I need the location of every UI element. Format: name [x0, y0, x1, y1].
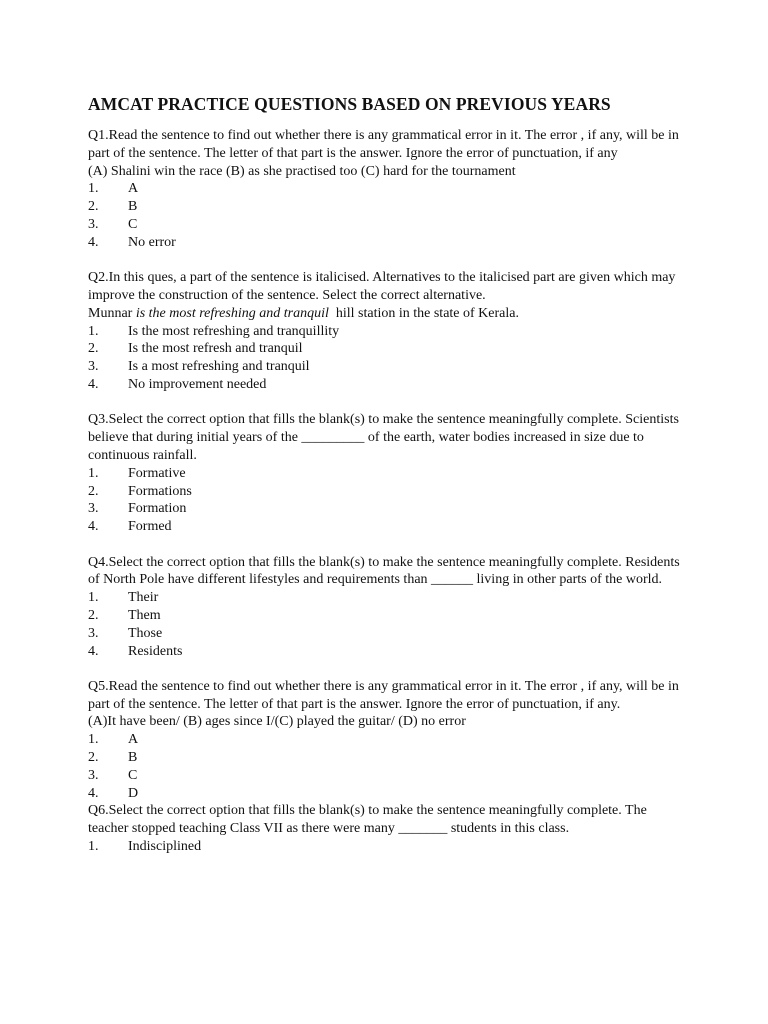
option-item [88, 607, 688, 625]
question-2 [88, 269, 688, 394]
option-item [88, 234, 688, 252]
option-number: 4. [88, 376, 99, 392]
option-number: 1. [88, 590, 99, 606]
option-text: No improvement needed [128, 376, 267, 392]
sentence-start: Munnar [88, 305, 136, 321]
option-number: 2. [88, 607, 99, 623]
option-number: 3. [88, 359, 99, 375]
option-number: 3. [88, 216, 99, 232]
question-3 [88, 411, 688, 536]
italicised-part: is the most refreshing and tranquil [135, 305, 329, 321]
option-number: 4. [88, 519, 99, 535]
option-number: 1. [88, 732, 99, 748]
option-text: Formation [128, 501, 187, 517]
option-item [88, 589, 688, 607]
option-number: 1. [88, 465, 99, 481]
option-text: Is the most refresh and tranquil [128, 341, 303, 357]
question-prompt: Q4.Select the correct option that fills the blank(s) to make the sentence meaningfully complete. Residents of North Pole have different lifestyles and requirements than ______ living in other parts of the world. [88, 554, 680, 588]
option-number: 4. [88, 643, 99, 659]
question-6 [88, 802, 688, 855]
question-prompt: Q3.Select the correct option that fills the blank(s) to make the sentence meaningfully complete. Scientists believe that during initial years of the _________ of the earth, water bodies increased in size due to continuous rainfall. [88, 412, 679, 463]
question-prompt: Q6.Select the correct option that fills the blank(s) to make the sentence meaningfully complete. The teacher stopped teaching Class VII as there were many _______ students in this class. [88, 803, 647, 837]
option-item [88, 731, 688, 749]
option-number: 1. [88, 181, 99, 197]
option-number: 3. [88, 625, 99, 641]
option-text: C [128, 216, 138, 232]
question-sentence [88, 305, 688, 323]
option-item [88, 838, 688, 856]
option-text: Formed [128, 519, 172, 535]
option-number: 4. [88, 785, 99, 801]
option-text: Them [128, 607, 161, 623]
option-item [88, 518, 688, 536]
option-text: Their [128, 590, 159, 606]
option-text: B [128, 750, 138, 766]
option-number: 1. [88, 323, 99, 339]
option-item [88, 465, 688, 483]
option-text: B [128, 199, 138, 215]
question-sentence: (A)It have been/ (B) ages since I/(C) played the guitar/ (D) no error [88, 714, 466, 730]
option-item [88, 376, 688, 394]
option-item [88, 323, 688, 341]
option-number: 1. [88, 839, 99, 855]
option-number: 2. [88, 750, 99, 766]
document-page [88, 94, 688, 873]
option-item [88, 785, 688, 803]
option-item [88, 643, 688, 661]
option-item [88, 358, 688, 376]
option-text: No error [128, 234, 176, 250]
option-item [88, 625, 688, 643]
option-text: A [128, 732, 139, 748]
option-text: Formations [128, 483, 192, 499]
option-item [88, 198, 688, 216]
sentence-end: hill station in the state of Kerala. [328, 305, 519, 321]
option-number: 3. [88, 767, 99, 783]
option-item [88, 749, 688, 767]
option-text: Indisciplined [128, 839, 202, 855]
option-text: Those [128, 625, 163, 641]
question-prompt: Q2.In this ques, a part of the sentence is italicised. Alternatives to the italicised part are given which may improve the construction of the sentence. Select the correct alternative. [88, 270, 676, 303]
option-item [88, 767, 688, 785]
option-item [88, 180, 688, 198]
option-text: Residents [128, 643, 183, 659]
option-text: D [128, 785, 139, 801]
option-item [88, 500, 688, 518]
option-text: Is the most refreshing and tranquillity [128, 323, 340, 339]
option-number: 2. [88, 483, 99, 499]
option-text: Formative [128, 465, 186, 481]
option-item [88, 483, 688, 501]
option-text: A [128, 181, 139, 197]
option-text: C [128, 767, 138, 783]
question-5 [88, 678, 688, 803]
document-title: AMCAT PRACTICE QUESTIONS BASED ON PREVIOUS YEARS [88, 94, 611, 114]
option-text: Is a most refreshing and tranquil [128, 359, 310, 375]
question-prompt: Q5.Read the sentence to find out whether there is any grammatical error in it. The error , if any, will be in part of the sentence. The letter of that part is the answer. Ignore the error of punctuation, if any. [88, 678, 679, 712]
option-number: 4. [88, 234, 99, 250]
question-prompt: Q1.Read the sentence to find out whether there is any grammatical error in it. The error , if any, will be in part of the sentence. The letter of that part is the answer. Ignore the error of punctuation, if any [88, 128, 679, 161]
option-number: 2. [88, 341, 99, 357]
option-item [88, 340, 688, 358]
question-1 [88, 127, 688, 252]
question-4 [88, 554, 688, 661]
option-item [88, 216, 688, 234]
option-number: 2. [88, 199, 99, 215]
question-sentence: (A) Shalini win the race (B) as she practised too (C) hard for the tournament [88, 163, 516, 179]
option-number: 3. [88, 501, 99, 517]
